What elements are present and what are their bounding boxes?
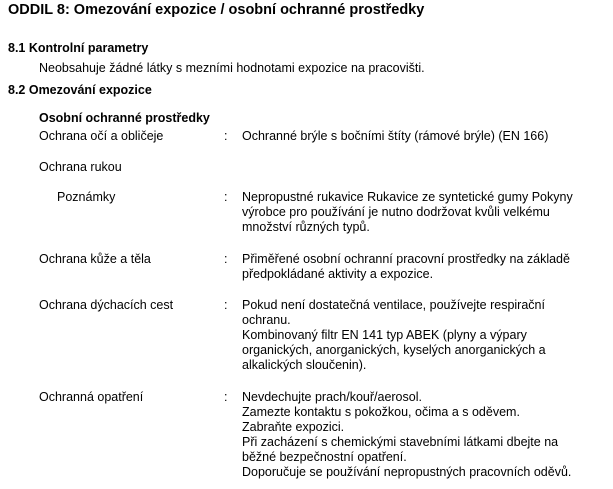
value-line: Přiměřené osobní ochranní pracovní prostředky na základě bbox=[242, 252, 570, 266]
hand-protection-label: Ochrana rukou bbox=[39, 160, 122, 174]
notes-label: Poznámky bbox=[57, 190, 116, 204]
eye-face-protection-colon: : bbox=[224, 129, 228, 143]
value-line: Ochranné brýle s bočními štíty (rámové brýle) (EN 166) bbox=[242, 129, 549, 143]
section-title: ODDIL 8: Omezování expozice / osobní ochranné prostředky bbox=[8, 2, 425, 18]
value-line: Zabraňte expozici. bbox=[242, 420, 345, 434]
notes-colon: : bbox=[224, 190, 228, 204]
value-line: Zamezte kontaktu s pokožkou, očima a s oděvem. bbox=[242, 405, 520, 419]
control-parameters-heading: 8.1 Kontrolní parametry bbox=[8, 41, 149, 55]
value-line: alkalických sloučenin). bbox=[242, 358, 367, 372]
ppe-heading: Osobní ochranné prostředky bbox=[39, 111, 210, 125]
protective-measures-colon: : bbox=[224, 390, 228, 404]
value-line: Nepropustné rukavice Rukavice ze syntetické gumy Pokyny bbox=[242, 190, 573, 204]
respiratory-protection-colon: : bbox=[224, 298, 228, 312]
eye-face-protection-label: Ochrana očí a obličeje bbox=[39, 129, 164, 143]
value-line: běžné bezpečnostní opatření. bbox=[242, 450, 407, 464]
respiratory-protection-label: Ochrana dýchacích cest bbox=[39, 298, 174, 312]
control-parameters-text: Neobsahuje žádné látky s mezními hodnotami expozice na pracovišti. bbox=[39, 61, 425, 75]
value-line: Doporučuje se používání nepropustných pracovních oděvů. bbox=[242, 465, 572, 479]
value-line: ochranu. bbox=[242, 313, 291, 327]
value-line: Při zacházení s chemickými stavebními látkami dbejte na bbox=[242, 435, 559, 449]
skin-body-protection-colon: : bbox=[224, 252, 228, 266]
value-line: Pokud není dostatečná ventilace, používejte respirační bbox=[242, 298, 545, 312]
notes-value bbox=[242, 190, 612, 235]
skin-body-protection-value bbox=[242, 252, 612, 282]
value-line: organických, anorganických, kyselých anorganických a bbox=[242, 343, 546, 357]
value-line: Nevdechujte prach/kouř/aerosol. bbox=[242, 390, 422, 404]
value-line: výrobce pro používání je nutno dodržovat kvůli velkému bbox=[242, 205, 550, 219]
exposure-controls-heading: 8.2 Omezování expozice bbox=[8, 83, 152, 97]
respiratory-protection-value bbox=[242, 298, 612, 373]
value-line: množství různých typů. bbox=[242, 220, 370, 234]
protective-measures-value bbox=[242, 390, 612, 480]
value-line: předpokládané aktivity a expozice. bbox=[242, 267, 434, 281]
protective-measures-label: Ochranná opatření bbox=[39, 390, 144, 404]
value-line: Kombinovaný filtr EN 141 typ ABEK (plyny a výpary bbox=[242, 328, 527, 342]
eye-face-protection-value bbox=[242, 129, 612, 144]
skin-body-protection-label: Ochrana kůže a těla bbox=[39, 252, 151, 266]
